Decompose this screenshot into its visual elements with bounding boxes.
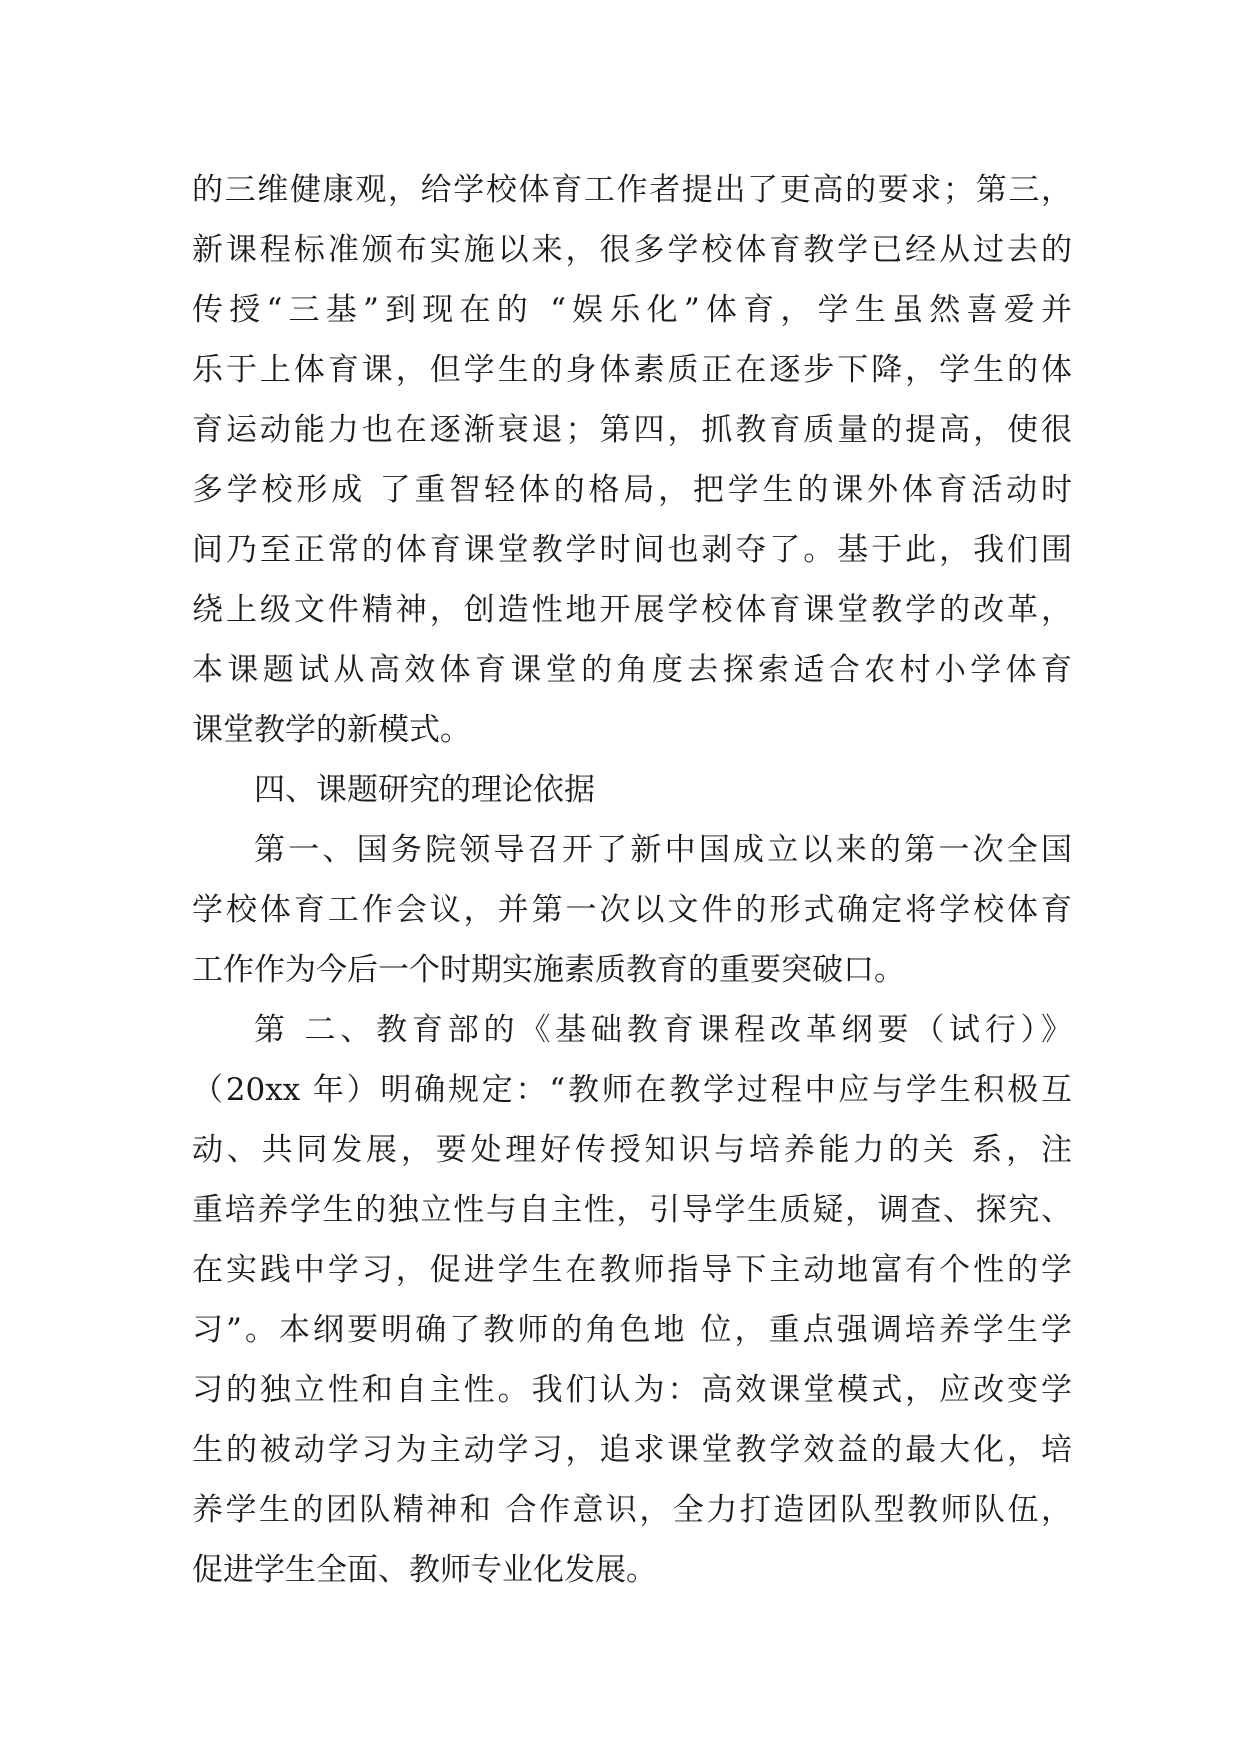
text-line: 习”。本纲要明确了教师的角色地 位，重点强调培养学生学 (192, 1312, 1072, 1348)
text-line: 重培养学生的独立性与自主性，引导学生质疑，调查、探究、 (192, 1192, 1072, 1228)
text-line: 第 二、教育部的《基础教育课程改革纲要（试行）》 (254, 1012, 1072, 1048)
text-line: 传授“三基”到现在的 “娱乐化”体育，学生虽然喜爱并 (192, 292, 1072, 328)
text-line: 养学生的团队精神和 合作意识，全力打造团队型教师队伍， (192, 1492, 1072, 1528)
text-line: 第一、国务院领导召开了新中国成立以来的第一次全国 (254, 832, 1072, 868)
text-line: 新课程标准颁布实施以来，很多学校体育教学已经从过去的 (192, 232, 1072, 268)
text-line: 生的被动学习为主动学习，追求课堂教学效益的最大化，培 (192, 1432, 1072, 1468)
text-line: 的三维健康观，给学校体育工作者提出了更高的要求；第三， (192, 172, 1072, 208)
text-line: 间乃至正常的体育课堂教学时间也剥夺了。基于此，我们围 (192, 532, 1072, 568)
text-line: 乐于上体育课，但学生的身体素质正在逐步下降，学生的体 (192, 352, 1072, 388)
text-line: 育运动能力也在逐渐衰退；第四，抓教育质量的提高，使很 (192, 412, 1072, 448)
text-line: 课堂教学的新模式。 (192, 712, 471, 748)
text-line: （20xx 年）明确规定：“教师在教学过程中应与学生积极互 (192, 1072, 1072, 1108)
text-line: 习的独立性和自主性。我们认为：高效课堂模式，应改变学 (192, 1372, 1072, 1408)
text-line: 动、共同发展，要处理好传授知识与培养能力的关 系，注 (192, 1132, 1072, 1168)
body-text (192, 160, 1072, 1600)
text-line: 在实践中学习，促进学生在教师指导下主动地富有个性的学 (192, 1252, 1072, 1288)
text-line: 本课题试从高效体育课堂的角度去探索适合农村小学体育 (192, 652, 1072, 688)
text-line: 学校体育工作会议，并第一次以文件的形式确定将学校体育 (192, 892, 1072, 928)
text-line: 多学校形成 了重智轻体的格局，把学生的课外体育活动时 (192, 472, 1072, 508)
text-line: 工作作为今后一个时期实施素质教育的重要突破口。 (192, 952, 905, 988)
section-heading: 四、课题研究的理论依据 (254, 772, 595, 808)
text-line: 促进学生全面、教师专业化发展。 (192, 1552, 657, 1588)
text-line: 绕上级文件精神，创造性地开展学校体育课堂教学的改革， (192, 592, 1072, 628)
